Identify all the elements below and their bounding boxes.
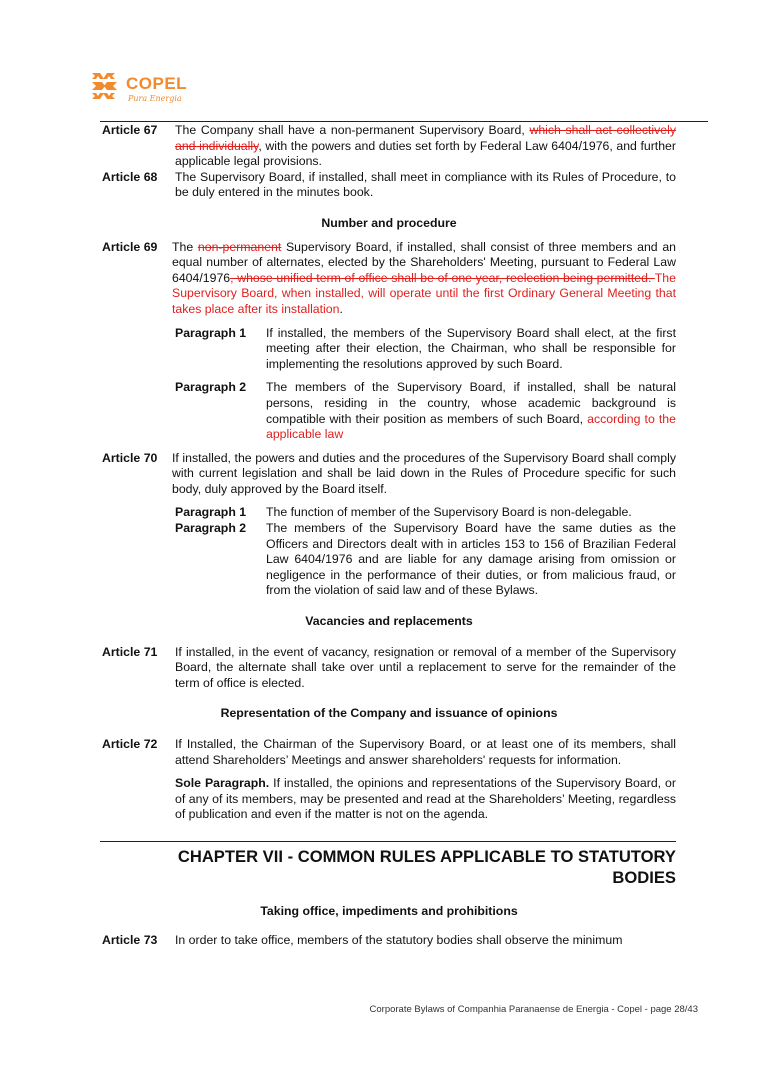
article-72-sole-paragraph: Sole Paragraph. If installed, the opinions and representations of the Supervisory Board, or of any of its members, may be presented and read at the Shareholders’ Meeting, regardless of publication and even if the matter is not on the agenda. xyxy=(175,776,676,822)
section-heading: Taking office, impediments and prohibitions xyxy=(260,903,518,918)
article-label: Article 67 xyxy=(102,123,158,137)
section-heading: Number and procedure xyxy=(321,215,457,230)
sole-paragraph-label: Sole Paragraph. xyxy=(175,776,270,791)
paragraph-label: Paragraph 1 xyxy=(175,325,247,340)
deleted-text: , whose unified term of office shall be of one year, reelection being permitted. xyxy=(230,270,655,285)
article-69-paragraph-2 xyxy=(175,380,676,442)
deleted-text: non-permanent xyxy=(197,239,282,254)
article-text: If installed, in the event of vacancy, resignation or removal of a member of the Supervisory Board, the alternate shall take over until a replacement to serve for the remainder of the term of office is elected. xyxy=(175,644,676,690)
document-body xyxy=(102,123,676,948)
paragraph-text: The members of the Supervisory Board have the same duties as the Officers and Directors dealt with in articles 153 to 156 of Brazilian Federal Law 6404/1976 and are liable for any damage arising from omission or negligence in the performance of their duties, or from malicious fraud, or from the violation of said law and of these Bylaws. xyxy=(266,521,676,598)
article-72 xyxy=(102,737,676,768)
article-text: The Company shall have a non-permanent Supervisory Board, which shall act collectively and individually, with the powers and duties set forth by Federal Law 6404/1976, and further applicable legal provisions. xyxy=(175,123,676,169)
logo-name: COPEL xyxy=(126,74,188,93)
article-label: Article 73 xyxy=(102,932,158,947)
article-69-paragraph-1 xyxy=(175,326,676,373)
article-71 xyxy=(102,645,676,692)
paragraph-text: If installed, the members of the Supervisory Board shall elect, at the first meeting after their election, the Chairman, who shall be responsible for implementing the resolutions approved by such Board. xyxy=(266,325,676,371)
article-67 xyxy=(102,123,676,170)
chapter-rule xyxy=(100,841,676,842)
article-label: Article 72 xyxy=(102,737,158,751)
paragraph-text: The function of member of the Supervisory Board is non-delegable. xyxy=(266,505,632,520)
article-text: If installed, the powers and duties and the procedures of the Supervisory Board shall comply with current legislation and shall be laid down in the Rules of Procedure specific for such body, duly approved by the Board itself. xyxy=(172,450,676,496)
article-label: Article 69 xyxy=(102,239,158,254)
article-68 xyxy=(102,170,676,201)
page-footer: Corporate Bylaws of Companhia Paranaense de Energia - Copel - page 28/43 xyxy=(369,1004,698,1015)
article-70 xyxy=(102,451,676,498)
article-70-paragraph-1 xyxy=(175,505,676,521)
copel-logo xyxy=(90,70,200,110)
section-heading: Representation of the Company and issuance of opinions xyxy=(220,706,558,721)
header-rule xyxy=(100,121,708,122)
article-text: The Supervisory Board, if installed, shall meet in compliance with its Rules of Procedure, to be duly entered in the minutes book. xyxy=(175,169,676,200)
article-label: Article 68 xyxy=(102,169,158,184)
section-heading: Vacancies and replacements xyxy=(305,614,473,629)
article-73 xyxy=(102,933,676,949)
article-label: Article 71 xyxy=(102,644,158,659)
article-69 xyxy=(102,240,676,318)
paragraph-label: Paragraph 1 xyxy=(175,505,247,520)
inserted-text: according to the applicable law xyxy=(266,411,676,442)
article-label: Article 70 xyxy=(102,450,158,465)
copel-mark-icon xyxy=(90,70,122,102)
paragraph-text: The members of the Supervisory Board, if installed, shall be natural persons, residing in the country, whose academic background is compatible with their position as members of such Board, according to the applicable law xyxy=(266,380,676,442)
paragraph-label: Paragraph 2 xyxy=(175,521,247,536)
inserted-text: The Supervisory Board, when installed, will operate until the first Ordinary General Meeting that takes place after its installation xyxy=(172,270,676,316)
paragraph-label: Paragraph 2 xyxy=(175,380,247,395)
article-text: In order to take office, members of the statutory bodies shall observe the minimum xyxy=(175,932,623,947)
deleted-text: which shall act collectively and individually xyxy=(175,123,676,153)
article-text: If Installed, the Chairman of the Supervisory Board, or at least one of its members, shall attend Shareholders’ Meetings and answer shareholders' requests for information. xyxy=(175,737,676,767)
chapter-title: CHAPTER VII - COMMON RULES APPLICABLE TO STATUTORY BODIES xyxy=(177,846,676,887)
article-70-paragraph-2 xyxy=(175,521,676,599)
logo-tagline: Pura Energia xyxy=(128,94,182,103)
article-text: The non-permanent Supervisory Board, if installed, shall consist of three members and an equal number of alternates, elected by the Shareholders' Meeting, pursuant to Federal Law 6404/1976, whose unified term of office shall be of one year, reelection being permitted. The Supervisory Board, when installed, will operate until the first Ordinary General Meeting that takes place after its installation. xyxy=(172,239,676,316)
